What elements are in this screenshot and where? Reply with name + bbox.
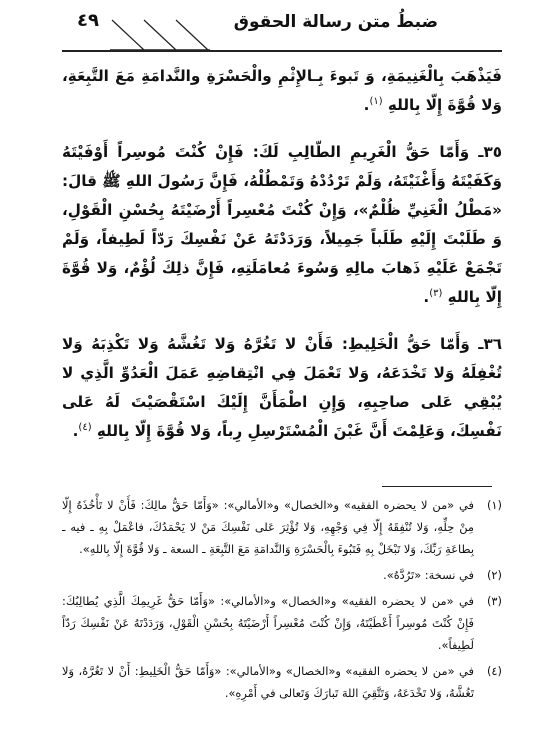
footnote-separator: [382, 486, 492, 487]
paragraph-text: فَيَذْهَبَ بِالْغَنِيمَةِ، وَ تَبوءَ بِـالإِثْمِ والْحَسْرَةِ والنَّدامَةِ مَعَ التَّبِعَةِ، وَلا قُوَّةَ إِلّا بِاللهِ: [62, 67, 502, 114]
footnote-text: في نسخة: «تَرُدَّهُ».: [383, 568, 474, 582]
footnote-number: (٣): [486, 594, 502, 608]
page-number: ٤٩: [77, 10, 99, 31]
footnote: [62, 660, 502, 704]
footnote-number: (٤): [486, 664, 502, 678]
footnote-reference: (١): [369, 95, 383, 107]
footnote: [62, 590, 502, 656]
footnote-number: (٢): [486, 568, 502, 582]
footnote: [62, 564, 502, 586]
footnote-text: في «من لا يحضره الفقيه» و«الخصال» و«الأمالي»: «وَأَمّا حَقُّ الْخَلِيطِ: أَنْ لا تَغُرَّهُ، وَلا تَغُشَّهُ، وَلا تَخْدَعَهُ، وَتَتَّقِيَ اللهَ تَبارَكَ وَتَعالى في أَمْرِهِ».: [62, 664, 474, 700]
running-title: ضبطُ متن رسالة الحقوق: [233, 12, 438, 32]
footnote-number: (١): [486, 498, 502, 512]
paragraph-text: وَأَمّا حَقُّ الْخَلِيطِ: فَأَنْ لا تَغُرَّهُ وَلا تَغُشَّهُ وَلا تَكْذِبَهُ وَلا تُغْفِلَهُ وَلا تَخْدَعَهُ، وَلا تَعْمَلَ فِي انْتِقاضِهِ عَمَلَ الْعَدُوِّ الَّذِي لا يُبْقِي عَلى صاحِبِهِ، وَإِنِ اطْمَأَنَّ إِلَيْكَ اسْتَقْصَيْتَ لَهُ عَلى نَفْسِكَ، وَعَلِمْتَ أَنَّ غَبْنَ الْمُسْتَرْسِلِ رِباً، وَلا قُوَّةَ إِلّا بِاللهِ: [62, 335, 502, 440]
footnote-reference: (٣): [429, 287, 443, 299]
paragraph-number: ٣٥ـ: [478, 143, 502, 161]
header-ornament: [110, 18, 210, 52]
paragraph-number: ٣٦ـ: [478, 335, 502, 353]
footnote-text: في «من لا يحضره الفقيه» و«الخصال» و«الأمالي»: «وَأَمّا حَقُّ مالِكَ: فَأَنْ لا تَأْخُذَهُ إِلّا مِنْ حِلِّهِ، وَلا تُنْفِقَهُ إِلّا فِي وَجْهِهِ، وَلا تُؤْثِرَ عَلى نَفْسِكَ مَنْ لا يَحْمَدُكَ، فاعْمَلْ بِهِ ـ فيه ـ بِطاعَةِ رَبِّكَ، وَلا تَبْخَلْ بِهِ فَتَبُوءَ بِالْحَسْرَةِ وَالنَّدامَةِ مَعَ التَّبِعَةِ ـ السعة ـ وَلا قُوَّةَ إِلّا بِاللهِ».: [62, 498, 474, 556]
footnote-reference: (٤): [78, 421, 92, 433]
paragraph: ٣٦ـ وَأَمّا حَقُّ الْخَلِيطِ: فَأَنْ لا تَغُرَّهُ وَلا تَغُشَّهُ وَلا تَكْذِبَهُ وَلا تُغْفِلَهُ وَلا تَخْدَعَهُ، وَلا تَعْمَلَ فِي انْتِقاضِهِ عَمَلَ الْعَدُوِّ الَّذِي لا يُبْقِي عَلى صاحِبِهِ، وَإِنِ اطْمَأَنَّ إِلَيْكَ اسْتَقْصَيْتَ لَهُ عَلى نَفْسِكَ، وَعَلِمْتَ أَنَّ غَبْنَ الْمُسْتَرْسِلِ رِباً، وَلا قُوَّةَ إِلّا بِاللهِ $^{(٤)}$.: [62, 335, 502, 440]
paragraph: فَيَذْهَبَ بِالْغَنِيمَةِ، وَ تَبوءَ بِـالإِثْمِ والْحَسْرَةِ والنَّدامَةِ مَعَ التَّبِعَةِ، وَلا قُوَّةَ إِلّا بِاللهِ $^{(١)}$.: [62, 67, 502, 114]
header-rule: [62, 50, 502, 52]
footnotes: [62, 494, 502, 708]
footnote: [62, 494, 502, 560]
paragraph-text: وَأَمّا حَقُّ الْغَرِيمِ الطّالِبِ لَكَ: فَإِنْ كُنْتَ مُوسِراً أَوْفَيْتَهُ وَكَفَيْتَهُ وَأَغْنَيْتَهُ، وَلَمْ تَرْدُدْهُ وَتَمْطُلْهُ، فَإِنَّ رَسُولَ اللهِ ﷺ قالَ: «مَطْلُ الْغَنِيِّ ظُلْمٌ»، وَإِنْ كُنْتَ مُعْسِراً أَرْضَيْتَهُ بِحُسْنِ الْقَوْلِ، وَ طَلَبْتَ إِلَيْهِ طَلَباً جَمِيلاً، وَرَدَدْتَهُ عَنْ نَفْسِكَ رَدّاً لَطِيفاً، وَلَمْ تَجْمَعْ عَلَيْهِ ذَهابَ مالِهِ وَسُوءَ مُعامَلَتِهِ، فَإِنَّ ذلِكَ لُؤْمٌ، وَلا قُوَّةَ إِلّا بِاللهِ: [62, 143, 502, 306]
paragraph: ٣٥ـ وَأَمّا حَقُّ الْغَرِيمِ الطّالِبِ لَكَ: فَإِنْ كُنْتَ مُوسِراً أَوْفَيْتَهُ وَكَفَيْتَهُ وَأَغْنَيْتَهُ، وَلَمْ تَرْدُدْهُ وَتَمْطُلْهُ، فَإِنَّ رَسُولَ اللهِ ﷺ قالَ: «مَطْلُ الْغَنِيِّ ظُلْمٌ»، وَإِنْ كُنْتَ مُعْسِراً أَرْضَيْتَهُ بِحُسْنِ الْقَوْلِ، وَ طَلَبْتَ إِلَيْهِ طَلَباً جَمِيلاً، وَرَدَدْتَهُ عَنْ نَفْسِكَ رَدّاً لَطِيفاً، وَلَمْ تَجْمَعْ عَلَيْهِ ذَهابَ مالِهِ وَسُوءَ مُعامَلَتِهِ، فَإِنَّ ذلِكَ لُؤْمٌ، وَلا قُوَّةَ إِلّا بِاللهِ $^{(٣)}$.: [62, 143, 502, 306]
footnote-text: في «من لا يحضره الفقيه» و«الخصال» و«الأمالي»: «وَأَمّا حَقُّ غَرِيمِكَ الَّذِي يُطالِبُكَ: فَإِنْ كُنْتَ مُوسِراً أَعْطَيْتَهُ، وَإِنْ كُنْتَ مُعْسِراً أَرْضَيْتَهُ بِحُسْنِ الْقَوْلِ، وَرَدَدْتَهُ عَنْ نَفْسِكَ رَدّاً لَطِيفاً».: [62, 594, 474, 652]
main-text: [62, 62, 502, 456]
